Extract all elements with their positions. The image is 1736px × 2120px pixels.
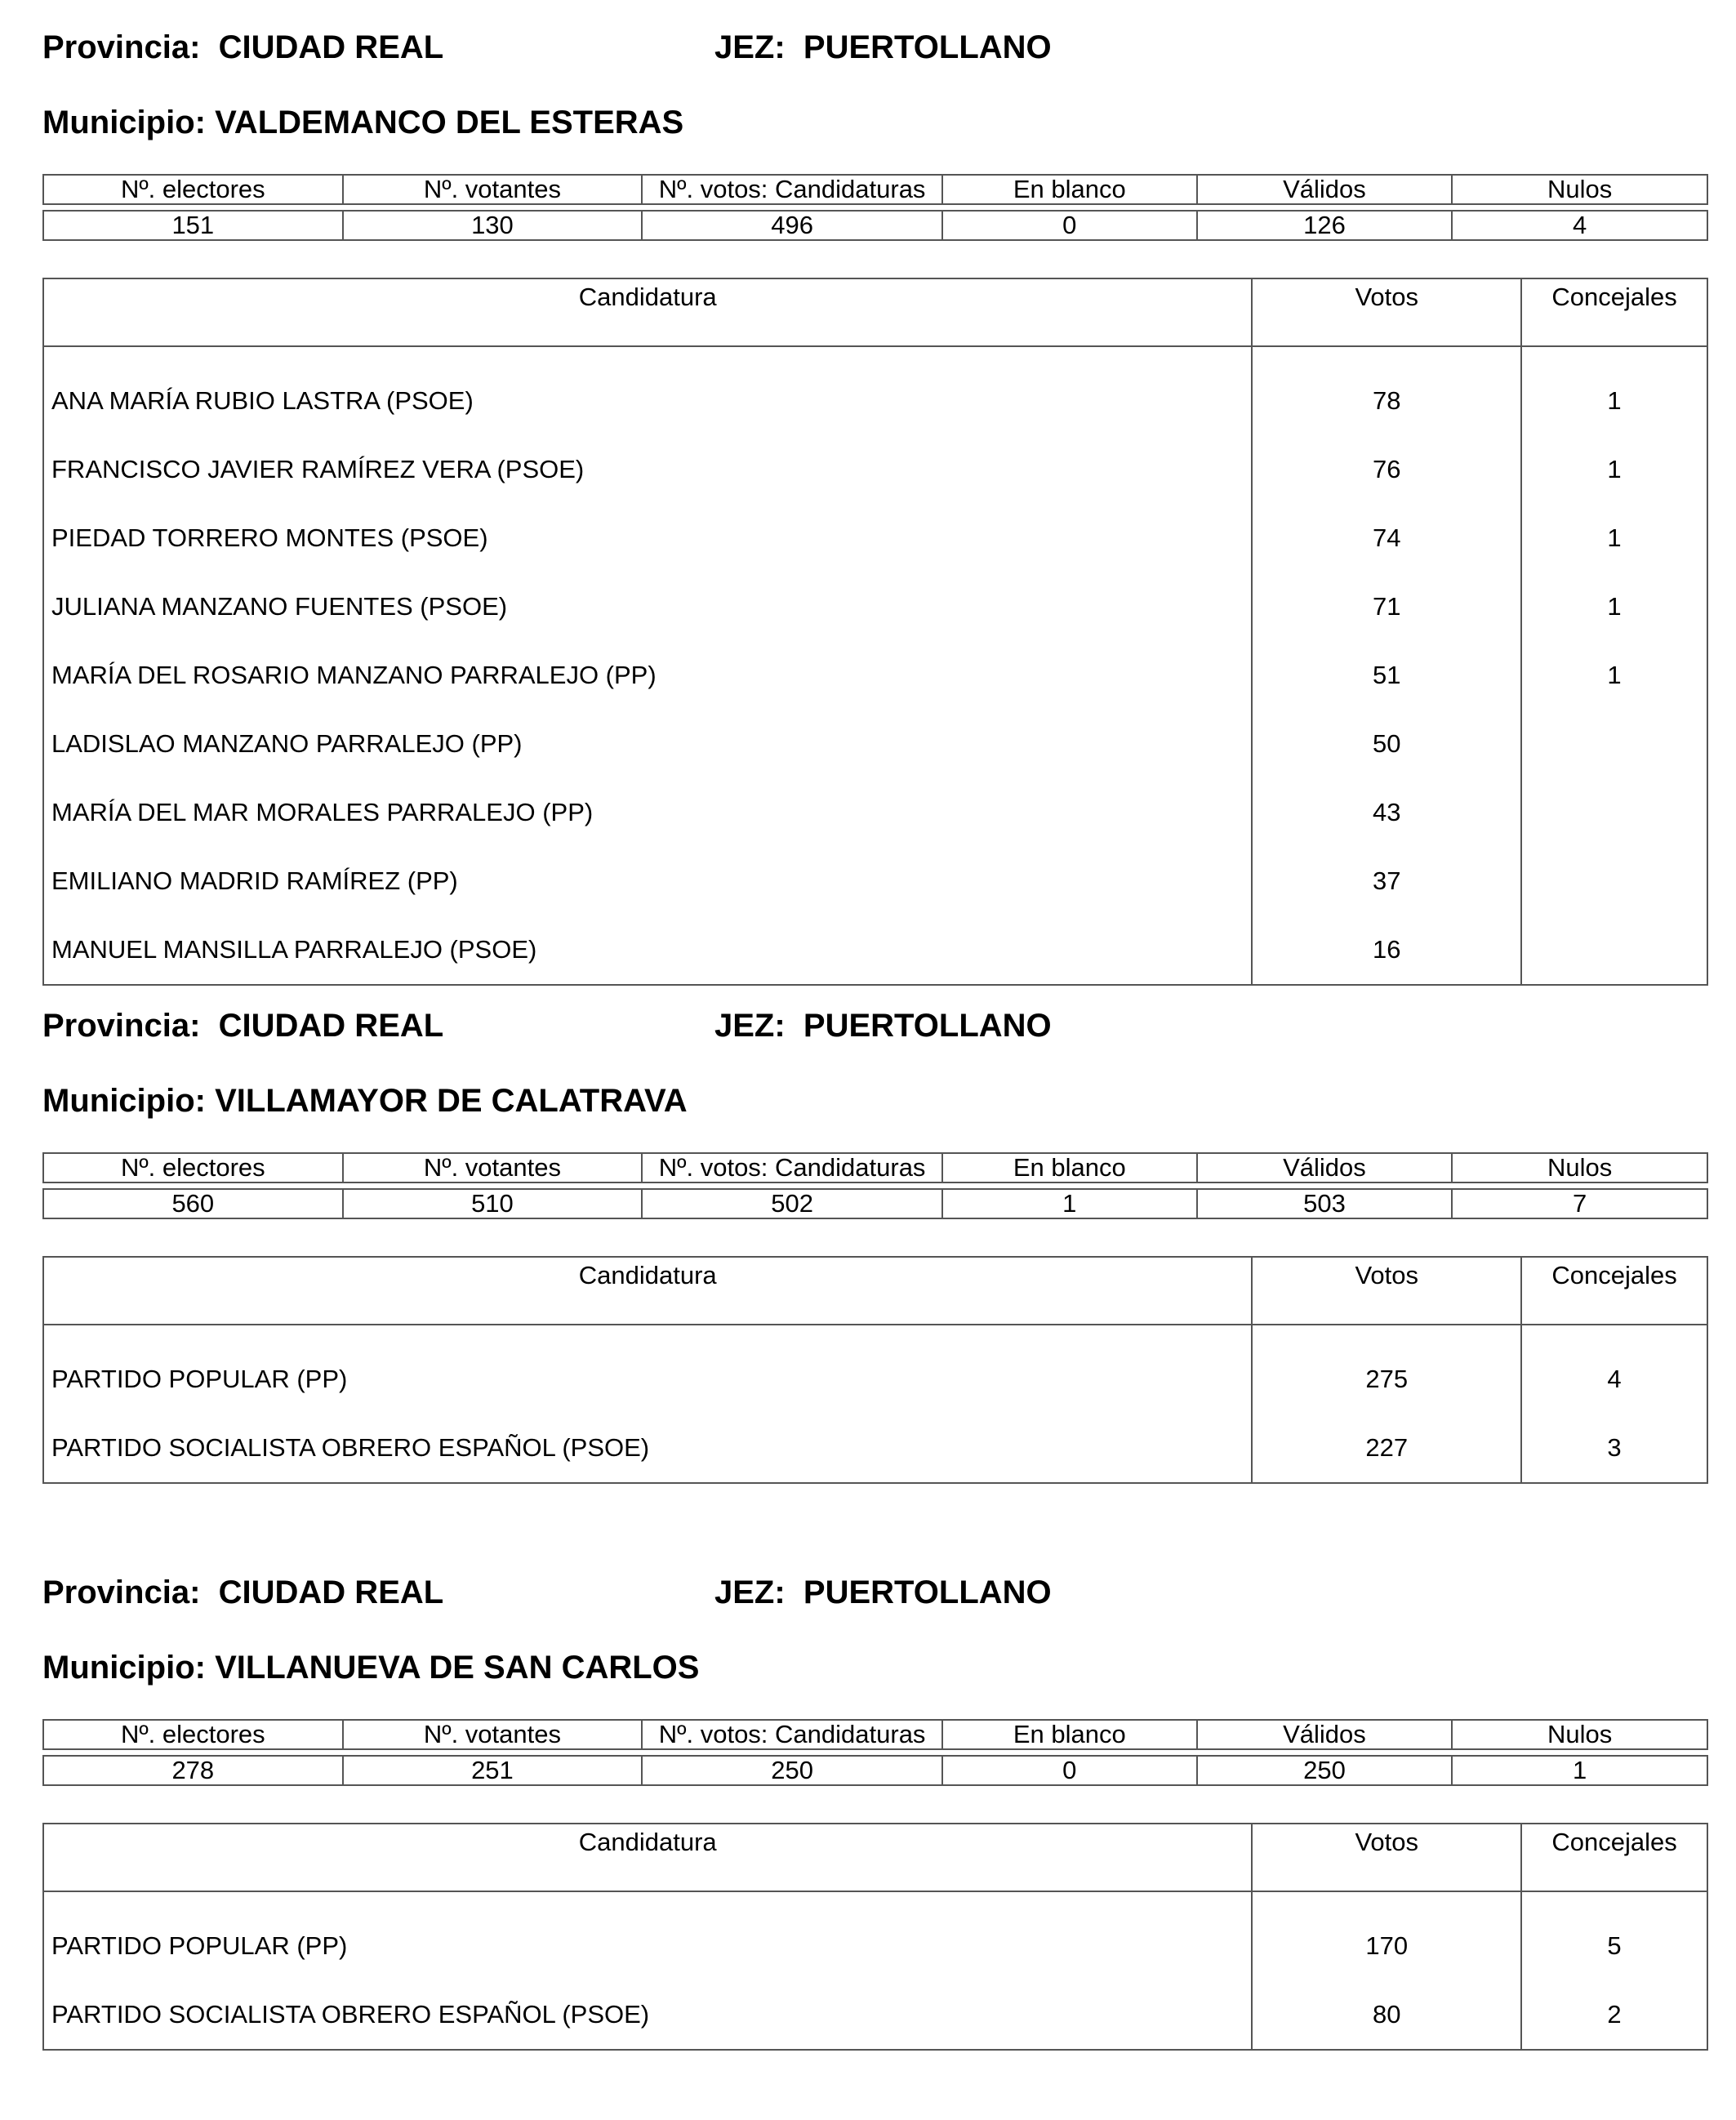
- summary-header-cell: En blanco: [942, 1720, 1197, 1749]
- jez-line: [714, 1576, 1052, 1609]
- candidate-votes: 80: [1252, 1980, 1521, 2050]
- municipio-label: Municipio:: [42, 1083, 206, 1119]
- summary-value-cell: 7: [1452, 1189, 1707, 1218]
- candidate-name: PIEDAD TORRERO MONTES (PSOE): [43, 504, 1252, 572]
- candidate-councillors: 4: [1607, 1365, 1622, 1393]
- municipio-value: VILLAMAYOR DE CALATRAVA: [215, 1083, 688, 1119]
- summary-header-cell: Nº. votos: Candidaturas: [642, 1720, 942, 1749]
- summary-header-cell: Válidos: [1197, 1153, 1453, 1182]
- provincia-value: CIUDAD REAL: [218, 29, 444, 65]
- candidate-votes: 16: [1252, 915, 1521, 985]
- candidate-name: LADISLAO MANZANO PARRALEJO (PP): [43, 710, 1252, 778]
- municipio-label: Municipio:: [42, 105, 206, 140]
- candidate-votes: 76: [1252, 435, 1521, 504]
- candidate-councillors: 5: [1607, 1931, 1622, 1960]
- candidate-name: EMILIANO MADRID RAMÍREZ (PP): [43, 847, 1252, 915]
- summary-header-cell: Nº. votantes: [343, 175, 643, 204]
- summary-value-cell: 0: [942, 1756, 1197, 1785]
- summary-header-cell: Nº. electores: [43, 1720, 343, 1749]
- summary-value-cell: 251: [343, 1756, 643, 1785]
- candidate-votes: 50: [1252, 710, 1521, 778]
- summary-value-cell: 0: [942, 211, 1197, 240]
- candidate-councillors: 1: [1607, 386, 1622, 415]
- candidate-councillors: 1: [1607, 661, 1622, 689]
- candidate-row: [43, 1980, 1707, 2050]
- summary-header-cell: Nº. votos: Candidaturas: [642, 175, 942, 204]
- municipio-line: [42, 106, 683, 139]
- candidate-councillors: 3: [1607, 1433, 1622, 1462]
- candidate-name: PARTIDO POPULAR (PP): [43, 1345, 1252, 1414]
- summary-header-row: [43, 1720, 1707, 1749]
- candidate-votes: 71: [1252, 572, 1521, 641]
- candidate-name: PARTIDO SOCIALISTA OBRERO ESPAÑOL (PSOE): [43, 1980, 1252, 2050]
- summary-header-cell: Nulos: [1452, 1720, 1707, 1749]
- municipio-line: [42, 1651, 699, 1684]
- municipio-line: [42, 1084, 688, 1117]
- candidatura-header: Candidatura: [43, 278, 1252, 346]
- candidate-name: PARTIDO POPULAR (PP): [43, 1912, 1252, 1980]
- summary-value-cell: 1: [1452, 1756, 1707, 1785]
- province-line: [42, 1009, 1708, 1042]
- summary-value-cell: 278: [43, 1756, 343, 1785]
- summary-header-cell: Válidos: [1197, 175, 1453, 204]
- summary-header-cell: Nº. votantes: [343, 1720, 643, 1749]
- candidate-name: JULIANA MANZANO FUENTES (PSOE): [43, 572, 1252, 641]
- candidate-row: [43, 572, 1707, 641]
- candidate-name: MARÍA DEL ROSARIO MANZANO PARRALEJO (PP): [43, 641, 1252, 710]
- candidate-name: PARTIDO SOCIALISTA OBRERO ESPAÑOL (PSOE): [43, 1414, 1252, 1483]
- concejales-header: Concejales: [1521, 1257, 1707, 1325]
- summary-header-cell: Nº. electores: [43, 175, 343, 204]
- summary-value-cell: 250: [642, 1756, 942, 1785]
- summary-header-cell: Nulos: [1452, 175, 1707, 204]
- candidate-name: ANA MARÍA RUBIO LASTRA (PSOE): [43, 367, 1252, 435]
- jez-line: [714, 31, 1052, 64]
- summary-header-cell: Nulos: [1452, 1153, 1707, 1182]
- candidate-row: [43, 641, 1707, 710]
- summary-value-cell: 1: [942, 1189, 1197, 1218]
- candidates-table: [42, 1256, 1708, 1484]
- candidate-councillors: 1: [1607, 455, 1622, 483]
- candidate-councillors: [1521, 710, 1707, 778]
- jez-label: JEZ:: [714, 29, 786, 65]
- municipio-label: Municipio:: [42, 1650, 206, 1686]
- jez-value: PUERTOLLANO: [803, 29, 1052, 65]
- candidate-row: [43, 1912, 1707, 1980]
- candidate-row: [43, 710, 1707, 778]
- candidates-table: [42, 1823, 1708, 2051]
- province-line: [42, 31, 1708, 64]
- candidate-councillors: [1521, 778, 1707, 847]
- candidate-row: [43, 847, 1707, 915]
- summary-values-row: [43, 1756, 1707, 1785]
- provincia-label: Provincia:: [42, 29, 201, 65]
- candidate-votes: 275: [1252, 1345, 1521, 1414]
- candidate-row: [43, 504, 1707, 572]
- candidate-votes: 37: [1252, 847, 1521, 915]
- candidate-councillors: 1: [1607, 592, 1622, 621]
- provincia-value: CIUDAD REAL: [218, 1008, 444, 1044]
- candidate-row: [43, 1345, 1707, 1414]
- candidate-votes: 51: [1252, 641, 1521, 710]
- summary-header-cell: En blanco: [942, 175, 1197, 204]
- provincia-label: Provincia:: [42, 1008, 201, 1044]
- votos-header: Votos: [1252, 1257, 1521, 1325]
- candidates-header-row: [43, 278, 1707, 346]
- summary-value-cell: 560: [43, 1189, 343, 1218]
- jez-line: [714, 1009, 1052, 1042]
- summary-header-cell: En blanco: [942, 1153, 1197, 1182]
- candidate-votes: 78: [1252, 367, 1521, 435]
- votos-header: Votos: [1252, 278, 1521, 346]
- candidate-councillors: 1: [1607, 523, 1622, 552]
- candidate-row: [43, 1414, 1707, 1483]
- candidate-councillors: [1521, 915, 1707, 985]
- candidate-row: [43, 367, 1707, 435]
- summary-value-cell: 126: [1197, 211, 1453, 240]
- candidates-table: [42, 278, 1708, 986]
- candidate-votes: 74: [1252, 504, 1521, 572]
- candidate-votes: 43: [1252, 778, 1521, 847]
- candidates-header-row: [43, 1824, 1707, 1891]
- summary-value-cell: 4: [1452, 211, 1707, 240]
- candidate-name: MARÍA DEL MAR MORALES PARRALEJO (PP): [43, 778, 1252, 847]
- municipio-value: VALDEMANCO DEL ESTERAS: [215, 105, 684, 140]
- candidate-name: MANUEL MANSILLA PARRALEJO (PSOE): [43, 915, 1252, 985]
- candidate-name: FRANCISCO JAVIER RAMÍREZ VERA (PSOE): [43, 435, 1252, 504]
- municipio-value: VILLANUEVA DE SAN CARLOS: [215, 1650, 700, 1686]
- summary-value-cell: 502: [642, 1189, 942, 1218]
- summary-value-cell: 250: [1197, 1756, 1453, 1785]
- summary-value-cell: 503: [1197, 1189, 1453, 1218]
- candidate-row: [43, 435, 1707, 504]
- concejales-header: Concejales: [1521, 278, 1707, 346]
- summary-header-cell: Nº. electores: [43, 1153, 343, 1182]
- summary-values-row: [43, 1189, 1707, 1218]
- summary-header-cell: Válidos: [1197, 1720, 1453, 1749]
- candidates-header-row: [43, 1257, 1707, 1325]
- votos-header: Votos: [1252, 1824, 1521, 1891]
- jez-value: PUERTOLLANO: [803, 1574, 1052, 1610]
- provincia-label: Provincia:: [42, 1574, 201, 1610]
- summary-header-cell: Nº. votos: Candidaturas: [642, 1153, 942, 1182]
- summary-header-row: [43, 175, 1707, 204]
- province-line: [42, 1576, 1708, 1609]
- candidate-councillors: 2: [1607, 2000, 1622, 2029]
- candidatura-header: Candidatura: [43, 1824, 1252, 1891]
- jez-label: JEZ:: [714, 1008, 786, 1044]
- candidate-row: [43, 915, 1707, 985]
- candidate-votes: 170: [1252, 1912, 1521, 1980]
- summary-value-cell: 496: [642, 211, 942, 240]
- concejales-header: Concejales: [1521, 1824, 1707, 1891]
- summary-header-row: [43, 1153, 1707, 1182]
- candidate-votes: 227: [1252, 1414, 1521, 1483]
- provincia-value: CIUDAD REAL: [218, 1574, 444, 1610]
- summary-table: [42, 174, 1708, 241]
- jez-label: JEZ:: [714, 1574, 786, 1610]
- summary-table: [42, 1152, 1708, 1219]
- candidatura-header: Candidatura: [43, 1257, 1252, 1325]
- summary-header-cell: Nº. votantes: [343, 1153, 643, 1182]
- candidate-councillors: [1521, 847, 1707, 915]
- summary-value-cell: 151: [43, 211, 343, 240]
- summary-value-cell: 130: [343, 211, 643, 240]
- jez-value: PUERTOLLANO: [803, 1008, 1052, 1044]
- candidate-row: [43, 778, 1707, 847]
- summary-value-cell: 510: [343, 1189, 643, 1218]
- summary-table: [42, 1719, 1708, 1786]
- summary-values-row: [43, 211, 1707, 240]
